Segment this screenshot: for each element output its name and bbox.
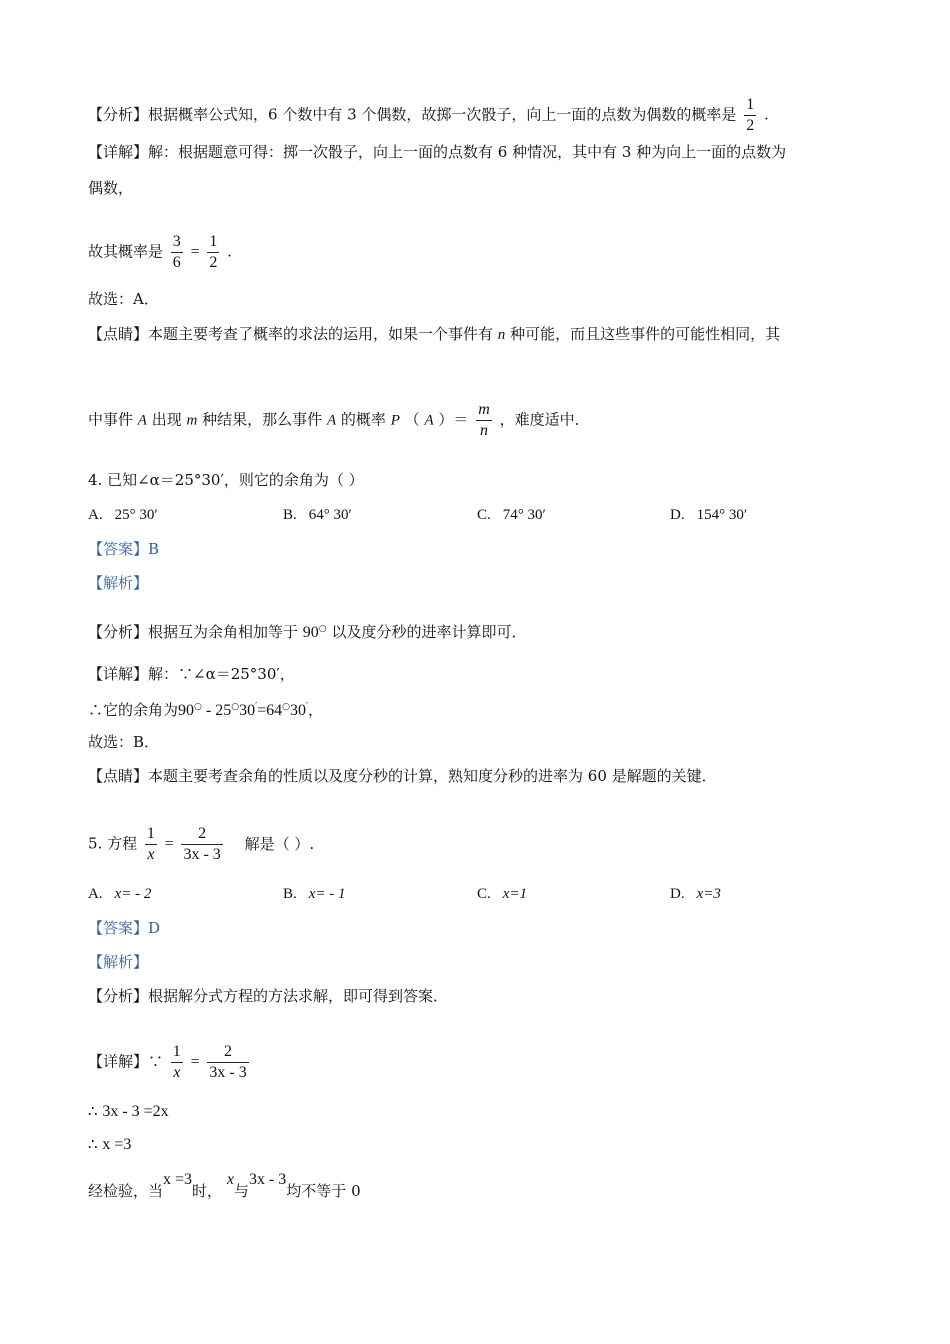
text: 均不等于 0 <box>286 1182 361 1200</box>
degree-mark: ○ <box>194 702 202 712</box>
q4-option-c <box>477 505 546 525</box>
detail-line-cont: 偶数， <box>88 179 134 197</box>
frac-num: 2 <box>181 824 222 845</box>
text: ）＝ <box>438 410 469 429</box>
var-n: n <box>497 327 506 343</box>
math: 30 <box>290 702 306 719</box>
minute-mark: ′ <box>306 702 309 712</box>
remark-line <box>88 324 780 345</box>
minute-mark: ′ <box>255 702 258 712</box>
remark-text-cont: 种可能，而且这些事件的可能性相同，其 <box>510 325 781 343</box>
frac-den: 2 <box>209 254 218 271</box>
q5-option-a <box>88 884 151 904</box>
q5-check <box>88 1171 361 1202</box>
q4-detail: 【详解】解：∵∠α＝25°30′， <box>88 665 295 683</box>
option-label: A. <box>88 507 103 523</box>
frac-den: n <box>480 422 488 439</box>
frac-num: 1 <box>171 1042 183 1063</box>
var-x: x <box>226 1171 234 1188</box>
var-a: A <box>137 412 147 429</box>
q5-step2 <box>88 1134 131 1155</box>
degree-mark: ○ <box>318 624 327 634</box>
equation: 3x - 3 =2x <box>102 1103 169 1120</box>
frac-den: x <box>147 846 155 863</box>
math: 90 <box>178 702 195 719</box>
option-label: C. <box>477 886 491 902</box>
option-value: 25° 30′ <box>114 507 158 523</box>
q4-option-d <box>670 505 747 525</box>
select-line: 故选：A． <box>88 290 159 308</box>
var-a: A <box>326 412 337 429</box>
text: 5. 方程 <box>88 834 138 853</box>
text: 种结果，那么事件 <box>202 410 323 429</box>
option-label: D. <box>670 886 685 902</box>
text: ，难度适中． <box>499 410 590 429</box>
option-value: 154° 30′ <box>696 507 748 523</box>
text: 的概率 <box>340 410 386 429</box>
equals: = <box>190 1053 200 1071</box>
fraction-2-over-3x-3 <box>207 1042 248 1083</box>
text: 出现 <box>151 410 182 429</box>
degree-mark: ○ <box>231 702 240 712</box>
fraction-2-over-3x-3 <box>181 824 222 865</box>
text: 【详解】∵ <box>88 1052 164 1071</box>
fraction-three-sixths <box>171 232 183 273</box>
frac-num: 3 <box>171 232 183 253</box>
q4-stem: 4. 已知∠α＝25°30′，则它的余角为（ ） <box>88 471 364 489</box>
analysis-line <box>88 95 769 136</box>
text: 经检验，当 <box>88 1182 164 1200</box>
text: （ <box>404 410 420 429</box>
q5-option-d <box>670 884 721 904</box>
fraction-half <box>744 95 756 136</box>
text: 解是（ ）. <box>244 834 315 853</box>
therefore: ∴ <box>88 1102 98 1120</box>
q5-explanation-header: 【解析】 <box>88 953 149 971</box>
text: 【分析】根据互为余角相加等于 <box>88 623 299 641</box>
analysis-text: 【分析】根据概率公式知，6 个数中有 3 个偶数，故掷一次骰子，向上一面的点数为偶数的概率是 <box>88 105 737 124</box>
option-value: x=3 <box>696 886 721 902</box>
option-label: B. <box>283 507 297 523</box>
q5-step1 <box>88 1101 169 1122</box>
option-label: A. <box>88 886 103 902</box>
math-90: 90 <box>302 624 319 641</box>
remark-line-2 <box>88 400 590 441</box>
text: 以及度分秒的进率计算即可． <box>331 623 527 641</box>
text: ， <box>308 701 324 719</box>
q4-answer: 【答案】B <box>88 540 160 558</box>
option-value: x= - 1 <box>308 886 346 902</box>
var-m: m <box>186 412 198 429</box>
frac-den: 6 <box>172 254 181 271</box>
equals: = <box>164 835 174 853</box>
q5-option-b <box>283 884 346 904</box>
text: 与 <box>233 1182 249 1200</box>
equation: x =3 <box>102 1136 132 1153</box>
math: - 25 <box>201 702 232 719</box>
option-label: B. <box>283 886 297 902</box>
var-a: A <box>424 412 434 429</box>
var-p: P <box>390 412 400 429</box>
therefore: ∴ <box>88 1135 98 1153</box>
probability-text: 故其概率是 <box>88 242 164 261</box>
frac-num: m <box>476 400 492 421</box>
text: 中事件 <box>88 410 134 429</box>
q4-option-a <box>88 505 158 525</box>
option-label: D. <box>670 507 685 523</box>
option-value: x=1 <box>502 886 528 902</box>
frac-num: 1 <box>207 232 219 253</box>
remark-text: 【点睛】本题主要考查了概率的求法的运用，如果一个事件有 <box>88 325 494 343</box>
frac-den: 3x - 3 <box>209 1064 247 1081</box>
option-value: x= - 2 <box>114 886 152 902</box>
fraction-m-over-n <box>476 400 492 441</box>
text: ∴它的余角为 <box>88 701 179 719</box>
q5-detail <box>88 1042 252 1083</box>
frac-den: 2 <box>746 117 755 134</box>
q5-option-c <box>477 884 527 904</box>
degree-mark: ○ <box>282 702 290 712</box>
period: . <box>763 105 769 124</box>
equation: x =3 <box>163 1171 193 1188</box>
q5-analysis: 【分析】根据解分式方程的方法求解，即可得到答案． <box>88 987 449 1005</box>
detail-line: 【详解】解：根据题意可得：掷一次骰子，向上一面的点数有 6 种情况，其中有 3 种为向上一面的点数为 <box>88 143 787 161</box>
q4-option-b <box>283 505 352 525</box>
q4-remark: 【点睛】本题主要考查余角的性质以及度分秒的计算，熟知度分秒的进率为 60 是解题的关键． <box>88 767 717 785</box>
frac-num: 2 <box>207 1042 248 1063</box>
frac-num: 1 <box>145 824 157 845</box>
probability-line <box>88 232 232 273</box>
period: . <box>227 242 232 261</box>
frac-den: 3x - 3 <box>183 846 221 863</box>
frac-den: x <box>173 1064 181 1081</box>
text: 时， <box>192 1182 223 1200</box>
q4-analysis <box>88 619 526 643</box>
option-value: 64° 30′ <box>308 507 352 523</box>
fraction-1-over-x <box>171 1042 183 1083</box>
option-value: 74° 30′ <box>502 507 546 523</box>
equals: = <box>190 243 200 261</box>
q5-stem <box>88 824 314 865</box>
option-label: C. <box>477 507 491 523</box>
math: 30 <box>239 702 256 719</box>
math: =64 <box>257 702 283 719</box>
q4-complement <box>88 697 323 721</box>
q5-answer: 【答案】D <box>88 919 161 937</box>
fraction-1-over-x <box>145 824 157 865</box>
frac-num: 1 <box>744 95 756 116</box>
q4-explanation-header: 【解析】 <box>88 574 149 592</box>
expression: 3x - 3 <box>248 1171 287 1188</box>
q4-select: 故选：B． <box>88 733 160 751</box>
fraction-half <box>207 232 219 273</box>
